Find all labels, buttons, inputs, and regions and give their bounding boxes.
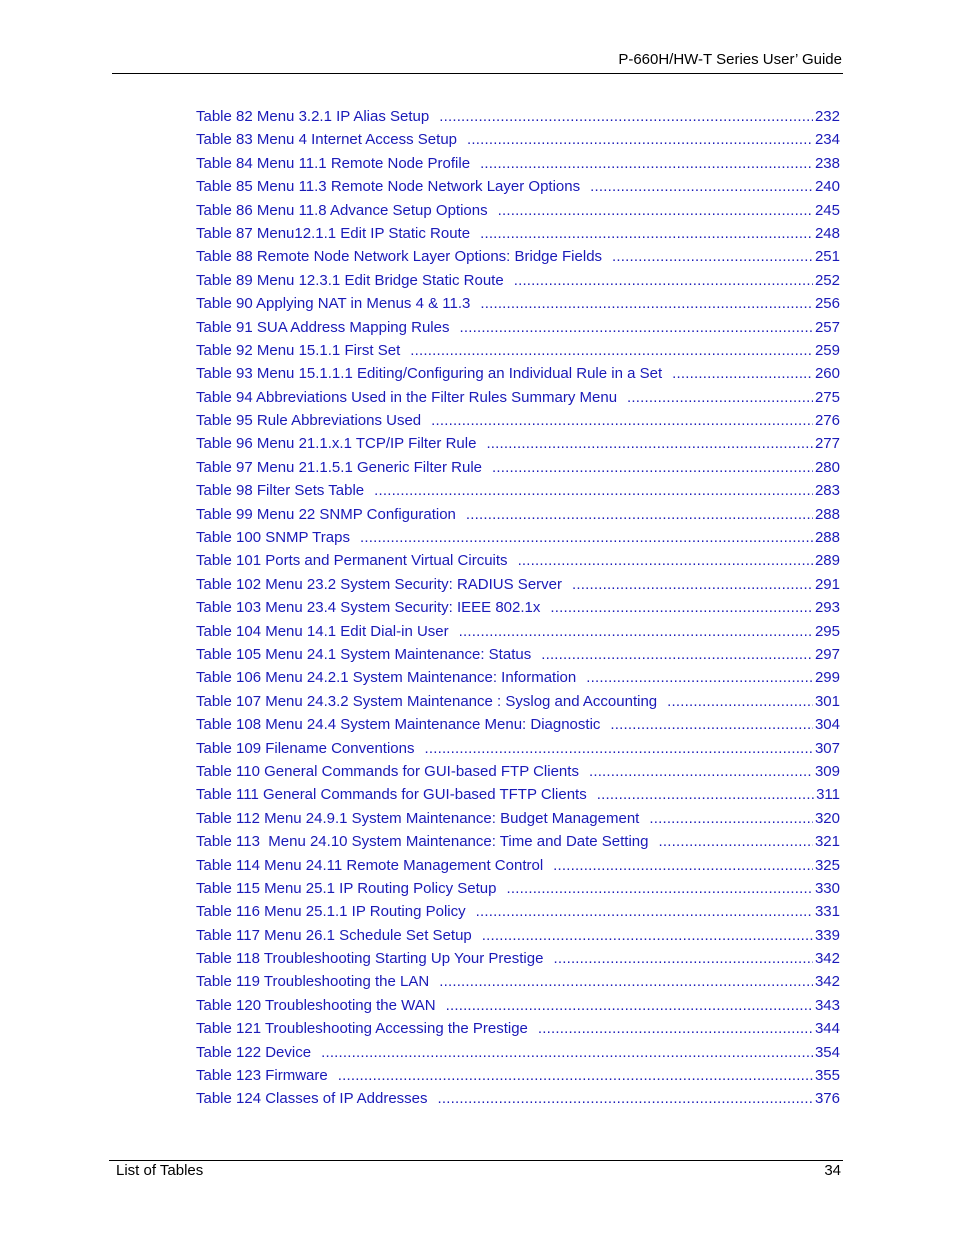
toc-entry-link[interactable] [196, 245, 840, 268]
toc-item [196, 924, 840, 947]
toc-dot-leader [467, 128, 813, 151]
toc-entry-link[interactable] [196, 877, 840, 900]
toc-entry-title: Table 109 Filename Conventions [196, 739, 415, 757]
toc-entry-link[interactable] [196, 737, 840, 760]
header-divider [112, 73, 843, 74]
toc-item [196, 620, 840, 643]
toc-dot-leader [649, 807, 813, 830]
toc-entry-title: Table 119 Troubleshooting the LAN [196, 973, 430, 991]
toc-item [196, 316, 840, 339]
toc-entry-page: 301 [814, 692, 840, 710]
toc-dot-leader [506, 877, 812, 900]
toc-entry-page: 342 [814, 950, 840, 968]
toc-entry-page: 304 [814, 716, 840, 734]
toc-entry-title: Table 123 Firmware [196, 1067, 328, 1085]
toc-entry-page: 355 [814, 1067, 840, 1085]
toc-entry-link[interactable] [196, 362, 840, 385]
toc-dot-leader [586, 666, 813, 689]
toc-item [196, 830, 840, 853]
toc-entry-page: 289 [814, 552, 840, 570]
toc-item [196, 432, 840, 455]
toc-item [196, 503, 840, 526]
toc-dot-leader [321, 1041, 813, 1064]
toc-entry-link[interactable] [196, 807, 840, 830]
toc-entry-title: Table 97 Menu 21.1.5.1 Generic Filter Rule [196, 458, 482, 476]
toc-item [196, 994, 840, 1017]
toc-dot-leader [338, 1064, 813, 1087]
toc-entry-title: Table 115 Menu 25.1 IP Routing Policy Setup [196, 879, 497, 897]
toc-dot-leader [550, 596, 813, 619]
toc-entry-link[interactable] [196, 479, 840, 502]
toc-entry-page: 234 [814, 131, 840, 149]
toc-entry-title: Table 106 Menu 24.2.1 System Maintenance: Information [196, 669, 577, 687]
toc-entry-title: Table 95 Rule Abbreviations Used [196, 412, 422, 430]
toc-item [196, 854, 840, 877]
toc-item [196, 807, 840, 830]
toc-entry-link[interactable] [196, 105, 840, 128]
toc-entry-link[interactable] [196, 409, 840, 432]
toc-entry-page: 325 [814, 856, 840, 874]
toc-item [196, 596, 840, 619]
toc-item [196, 105, 840, 128]
toc-entry-link[interactable] [196, 830, 840, 853]
toc-entry-page: 307 [814, 739, 840, 757]
toc-entry-title: Table 84 Menu 11.1 Remote Node Profile [196, 154, 471, 172]
toc-item [196, 970, 840, 993]
toc-dot-leader [374, 479, 813, 502]
toc-entry-link[interactable] [196, 947, 840, 970]
toc-entry-link[interactable] [196, 994, 840, 1017]
toc-entry-title: Table 83 Menu 4 Internet Access Setup [196, 131, 457, 149]
toc-entry-title: Table 96 Menu 21.1.x.1 TCP/IP Filter Rule [196, 435, 477, 453]
toc-entry-page: 295 [814, 622, 840, 640]
toc-entry-title: Table 110 General Commands for GUI-based FTP Clients [196, 762, 579, 780]
toc-dot-leader [424, 737, 813, 760]
toc-item [196, 1017, 840, 1040]
toc-entry-title: Table 86 Menu 11.8 Advance Setup Options [196, 201, 488, 219]
toc-dot-leader [590, 175, 813, 198]
toc-entry-link[interactable] [196, 152, 840, 175]
toc-dot-leader [439, 105, 813, 128]
toc-dot-leader [672, 362, 813, 385]
toc-item [196, 713, 840, 736]
toc-item [196, 152, 840, 175]
toc-item [196, 526, 840, 549]
toc-entry-title: Table 82 Menu 3.2.1 IP Alias Setup [196, 108, 430, 125]
toc-item [196, 737, 840, 760]
toc-entry-page: 260 [814, 365, 840, 383]
toc-dot-leader [480, 292, 813, 315]
toc-entry-page: 280 [814, 458, 840, 476]
toc-entry-link[interactable] [196, 760, 840, 783]
toc-entry-title: Table 88 Remote Node Network Layer Options: Bridge Fields [196, 248, 603, 266]
toc-entry-page: 283 [814, 482, 840, 500]
toc-dot-leader [514, 269, 813, 292]
toc-entry-title: Table 104 Menu 14.1 Edit Dial-in User [196, 622, 449, 640]
toc-entry-link[interactable] [196, 854, 840, 877]
toc-entry-page: 343 [814, 996, 840, 1014]
toc-dot-leader [538, 1017, 813, 1040]
toc-dot-leader [553, 947, 813, 970]
toc-entry-link[interactable] [196, 432, 840, 455]
toc-entry-page: 251 [814, 248, 840, 266]
toc-entry-page: 238 [814, 154, 840, 172]
toc-entry-link[interactable] [196, 1041, 840, 1064]
toc-entry-page: 311 [816, 786, 840, 804]
toc-item [196, 666, 840, 689]
toc-entry-title: Table 101 Ports and Permanent Virtual Circuits [196, 552, 508, 570]
toc-dot-leader [518, 549, 813, 572]
toc-item [196, 900, 840, 923]
toc-entry-page: 331 [814, 903, 840, 921]
toc-entry-link[interactable] [196, 386, 840, 409]
toc-entry-page: 291 [814, 575, 840, 593]
toc-entry-page: 320 [814, 809, 840, 827]
toc-entry-link[interactable] [196, 292, 840, 315]
toc-entry-title: Table 111 General Commands for GUI-based TFTP Clients [196, 786, 587, 804]
toc-item [196, 199, 840, 222]
toc-dot-leader [360, 526, 813, 549]
toc-entry-page: 288 [814, 529, 840, 547]
toc-entry-page: 330 [814, 879, 840, 897]
toc-item [196, 549, 840, 572]
toc-item [196, 1064, 840, 1087]
page-header-title: P-660H/HW-T Series User’ Guide [618, 51, 842, 68]
toc-dot-leader [627, 386, 813, 409]
toc-item [196, 128, 840, 151]
toc-entry-link[interactable] [196, 666, 840, 689]
toc-entry-title: Table 90 Applying NAT in Menus 4 & 11.3 [196, 295, 471, 313]
toc-entry-link[interactable] [196, 573, 840, 596]
toc-entry-title: Table 102 Menu 23.2 System Security: RADIUS Server [196, 575, 562, 593]
toc-item [196, 573, 840, 596]
toc-dot-leader [431, 409, 813, 432]
toc-entry-title: Table 124 Classes of IP Addresses [196, 1090, 428, 1108]
toc-entry-link[interactable] [196, 1087, 840, 1110]
toc-entry-title: Table 98 Filter Sets Table [196, 482, 365, 500]
toc-entry-title: Table 94 Abbreviations Used in the Filter Rules Summary Menu [196, 388, 618, 406]
toc-entry-link[interactable] [196, 175, 840, 198]
footer-divider [109, 1160, 843, 1161]
toc-entry-page: 252 [814, 271, 840, 289]
toc-item [196, 175, 840, 198]
toc-dot-leader [659, 830, 813, 853]
toc-entry-link[interactable] [196, 339, 840, 362]
toc-entry-title: Table 93 Menu 15.1.1.1 Editing/Configuring an Individual Rule in a Set [196, 365, 663, 383]
toc-dot-leader [476, 900, 813, 923]
toc-entry-page: 259 [814, 341, 840, 359]
toc-item [196, 1087, 840, 1110]
toc-entry-page: 232 [814, 108, 840, 125]
toc-entry-link[interactable] [196, 199, 840, 222]
toc-entry-title: Table 103 Menu 23.4 System Security: IEEE 802.1x [196, 599, 541, 617]
toc-entry-page: 297 [814, 645, 840, 663]
toc-dot-leader [446, 994, 813, 1017]
toc-entry-link[interactable] [196, 549, 840, 572]
toc-dot-leader [480, 152, 813, 175]
toc-entry-link[interactable] [196, 690, 840, 713]
toc-item [196, 643, 840, 666]
toc-item [196, 479, 840, 502]
toc-entry-title: Table 92 Menu 15.1.1 First Set [196, 341, 401, 359]
toc-item [196, 877, 840, 900]
toc-item [196, 339, 840, 362]
toc-item [196, 269, 840, 292]
toc-entry-title: Table 121 Troubleshooting Accessing the Prestige [196, 1020, 528, 1038]
toc-item [196, 760, 840, 783]
toc-dot-leader [553, 854, 813, 877]
toc-dot-leader [589, 760, 813, 783]
toc-dot-leader [459, 620, 813, 643]
footer-page-number: 34 [824, 1162, 841, 1179]
toc-item [196, 409, 840, 432]
toc-entry-title: Table 85 Menu 11.3 Remote Node Network Layer Options [196, 178, 581, 196]
toc-entry-page: 277 [814, 435, 840, 453]
toc-item [196, 362, 840, 385]
toc-dot-leader [610, 713, 813, 736]
toc-entry-title: Table 108 Menu 24.4 System Maintenance Menu: Diagnostic [196, 716, 601, 734]
toc-item [196, 783, 840, 806]
toc-entry-title: Table 117 Menu 26.1 Schedule Set Setup [196, 926, 472, 944]
toc-entry-title: Table 99 Menu 22 SNMP Configuration [196, 505, 456, 523]
toc-dot-leader [572, 573, 813, 596]
toc-entry-link[interactable] [196, 456, 840, 479]
toc-entry-link[interactable] [196, 596, 840, 619]
toc-dot-leader [482, 924, 813, 947]
toc-dot-leader [466, 503, 813, 526]
toc-entry-title: Table 107 Menu 24.3.2 System Maintenance : Syslog and Accounting [196, 692, 658, 710]
toc-entry-title: Table 91 SUA Address Mapping Rules [196, 318, 450, 336]
toc-dot-leader [486, 432, 813, 455]
toc-entry-page: 245 [814, 201, 840, 219]
toc-entry-link[interactable] [196, 1017, 840, 1040]
toc-item [196, 245, 840, 268]
toc-entry-link[interactable] [196, 503, 840, 526]
toc-entry-link[interactable] [196, 222, 840, 245]
toc-entry-link[interactable] [196, 128, 840, 151]
toc-entry-title: Table 112 Menu 24.9.1 System Maintenance: Budget Management [196, 809, 640, 827]
toc-dot-leader [612, 245, 813, 268]
toc-entry-page: 240 [814, 178, 840, 196]
toc-entry-link[interactable] [196, 783, 840, 806]
toc-entry-title: Table 89 Menu 12.3.1 Edit Bridge Static Route [196, 271, 504, 289]
toc-entry-page: 376 [814, 1090, 840, 1108]
toc-entry-title: Table 116 Menu 25.1.1 IP Routing Policy [196, 903, 466, 921]
toc-entry-link[interactable] [196, 713, 840, 736]
toc-entry-title: Table 105 Menu 24.1 System Maintenance: Status [196, 645, 532, 663]
toc-entry-page: 299 [814, 669, 840, 687]
toc-entry-title: Table 113 Menu 24.10 System Maintenance: Time and Date Setting [196, 833, 649, 851]
toc-item [196, 690, 840, 713]
toc-item [196, 222, 840, 245]
toc-entry-page: 344 [814, 1020, 840, 1038]
toc-dot-leader [597, 783, 814, 806]
toc-entry-page: 257 [814, 318, 840, 336]
toc-entry-page: 309 [814, 762, 840, 780]
toc-entry-title: Table 122 Device [196, 1043, 312, 1061]
toc-dot-leader [667, 690, 813, 713]
toc-entry-title: Table 120 Troubleshooting the WAN [196, 996, 436, 1014]
toc-dot-leader [438, 1087, 813, 1110]
toc-dot-leader [459, 316, 812, 339]
toc-entry-link[interactable] [196, 1064, 840, 1087]
toc-entry-link[interactable] [196, 900, 840, 923]
footer-section-title: List of Tables [116, 1162, 204, 1179]
toc-dot-leader [480, 222, 813, 245]
toc-dot-leader [541, 643, 813, 666]
toc-entry-page: 293 [814, 599, 840, 617]
toc-entry-link[interactable] [196, 924, 840, 947]
toc-entry-page: 339 [814, 926, 840, 944]
toc-entry-link[interactable] [196, 970, 840, 993]
toc-entry-title: Table 114 Menu 24.11 Remote Management Control [196, 856, 544, 874]
toc-item [196, 1041, 840, 1064]
toc-entry-page: 342 [814, 973, 840, 991]
toc-entry-link[interactable] [196, 269, 840, 292]
toc-entry-link[interactable] [196, 620, 840, 643]
toc-entry-page: 256 [814, 295, 840, 313]
toc-item [196, 456, 840, 479]
toc-item [196, 386, 840, 409]
toc-entry-page: 248 [814, 224, 840, 242]
toc-entry-title: Table 100 SNMP Traps [196, 529, 350, 547]
toc-entry-page: 321 [814, 833, 840, 851]
toc-entry-page: 288 [814, 505, 840, 523]
toc-item [196, 292, 840, 315]
toc-entry-link[interactable] [196, 643, 840, 666]
toc-entry-title: Table 87 Menu12.1.1 Edit IP Static Route [196, 224, 471, 242]
toc-entry-page: 276 [814, 412, 840, 430]
toc-dot-leader [439, 970, 813, 993]
toc-item [196, 947, 840, 970]
toc-dot-leader [498, 199, 813, 222]
toc-dot-leader [492, 456, 813, 479]
toc-entry-page: 354 [814, 1043, 840, 1061]
toc-dot-leader [410, 339, 813, 362]
toc-entry-page: 275 [814, 388, 840, 406]
list-of-tables [196, 105, 840, 1111]
toc-entry-link[interactable] [196, 316, 840, 339]
toc-entry-title: Table 118 Troubleshooting Starting Up Your Prestige [196, 950, 544, 968]
toc-entry-link[interactable] [196, 526, 840, 549]
